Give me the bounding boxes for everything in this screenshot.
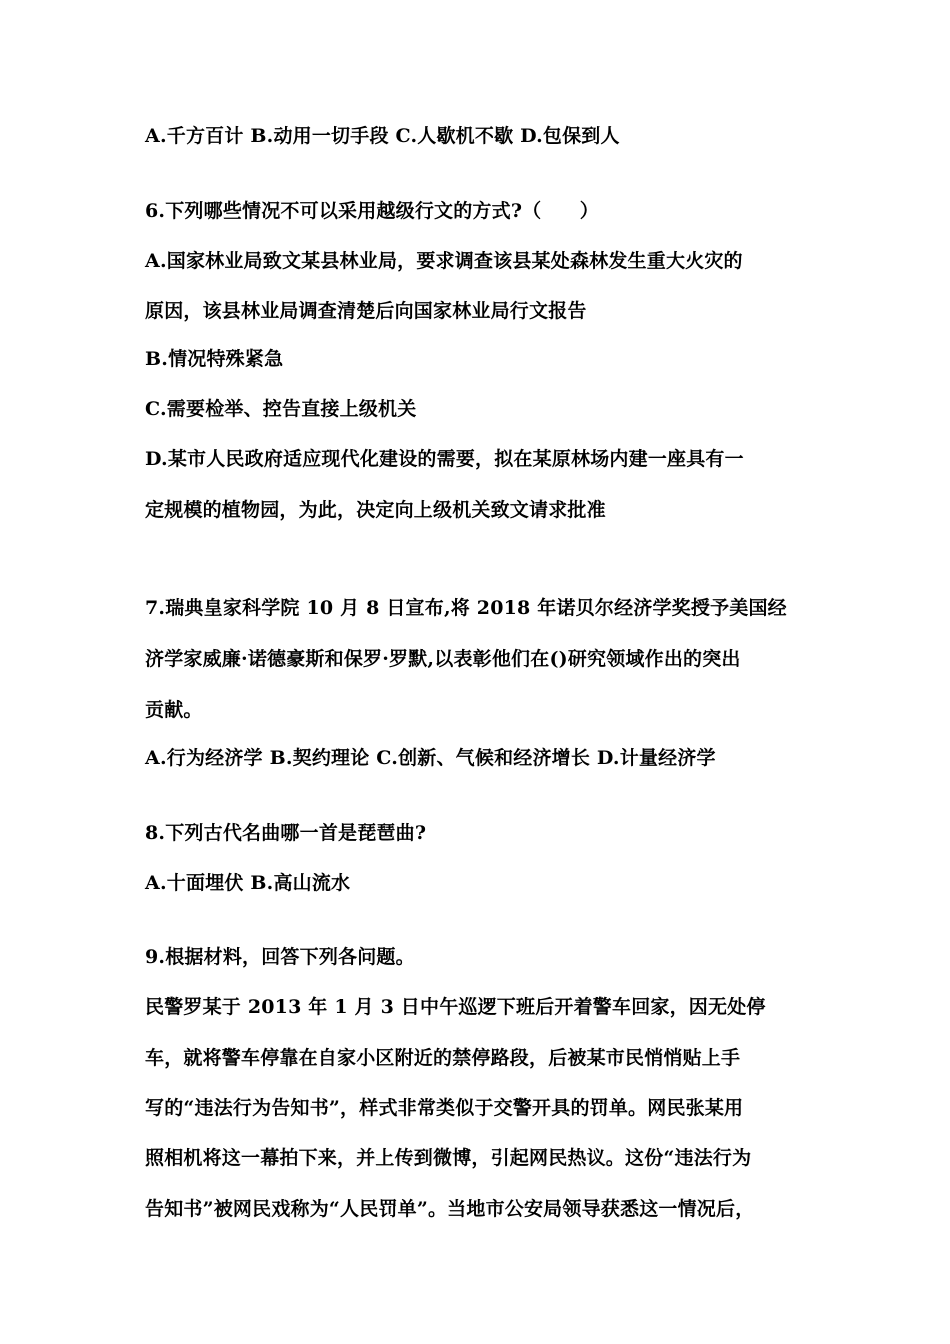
q9-paragraph-line2: 车，就将警车停靠在自家小区附近的禁停路段，后被某市民悄悄贴上手 (145, 1047, 741, 1069)
q6-option-d-line2: 定规模的植物园，为此，决定向上级机关致文请求批准 (145, 499, 606, 521)
q7-options: A.行为经济学 B.契约理论 C.创新、气候和经济增长 D.计量经济学 (145, 747, 716, 769)
q6-option-c: C.需要检举、控告直接上级机关 (145, 398, 417, 420)
q7-stem-line3: 贡献。 (145, 699, 203, 721)
q8-options: A.十面埋伏 B.高山流水 (145, 872, 351, 894)
q6-option-a-line2: 原因，该县林业局调查清楚后向国家林业局行文报告 (145, 300, 587, 322)
q9-paragraph-line1: 民警罗某于 2013 年 1 月 3 日中午巡逻下班后开着警车回家，因无处停 (145, 996, 766, 1018)
q9-paragraph-line4: 照相机将这一幕拍下来，并上传到微博，引起网民热议。这份“违法行为 (145, 1147, 752, 1169)
q6-option-a-line1: A.国家林业局致文某县林业局，要求调查该县某处森林发生重大火灾的 (145, 250, 743, 272)
q9-paragraph-line3: 写的“违法行为告知书”，样式非常类似于交警开具的罚单。网民张某用 (145, 1097, 744, 1119)
q6-option-d-line1: D.某市人民政府适应现代化建设的需要，拟在某原林场内建一座具有一 (145, 448, 744, 470)
q6-stem: 6.下列哪些情况不可以采用越级行文的方式?（ ） (145, 200, 599, 222)
q7-stem-line2: 济学家威廉·诺德豪斯和保罗·罗默,以表彰他们在()研究领域作出的突出 (145, 648, 741, 670)
q7-stem-line1: 7.瑞典皇家科学院 10 月 8 日宣布,将 2018 年诺贝尔经济学奖授予美国经 (145, 597, 787, 619)
q6-option-b: B.情况特殊紧急 (145, 348, 284, 370)
q9-stem: 9.根据材料，回答下列各问题。 (145, 946, 415, 968)
q5-options: A.千方百计 B.动用一切手段 C.人歇机不歇 D.包保到人 (145, 125, 620, 147)
q8-stem: 8.下列古代名曲哪一首是琵琶曲? (145, 822, 427, 844)
q9-paragraph-line5: 告知书”被网民戏称为“人民罚单”。当地市公安局领导获悉这一情况后， (145, 1198, 755, 1220)
